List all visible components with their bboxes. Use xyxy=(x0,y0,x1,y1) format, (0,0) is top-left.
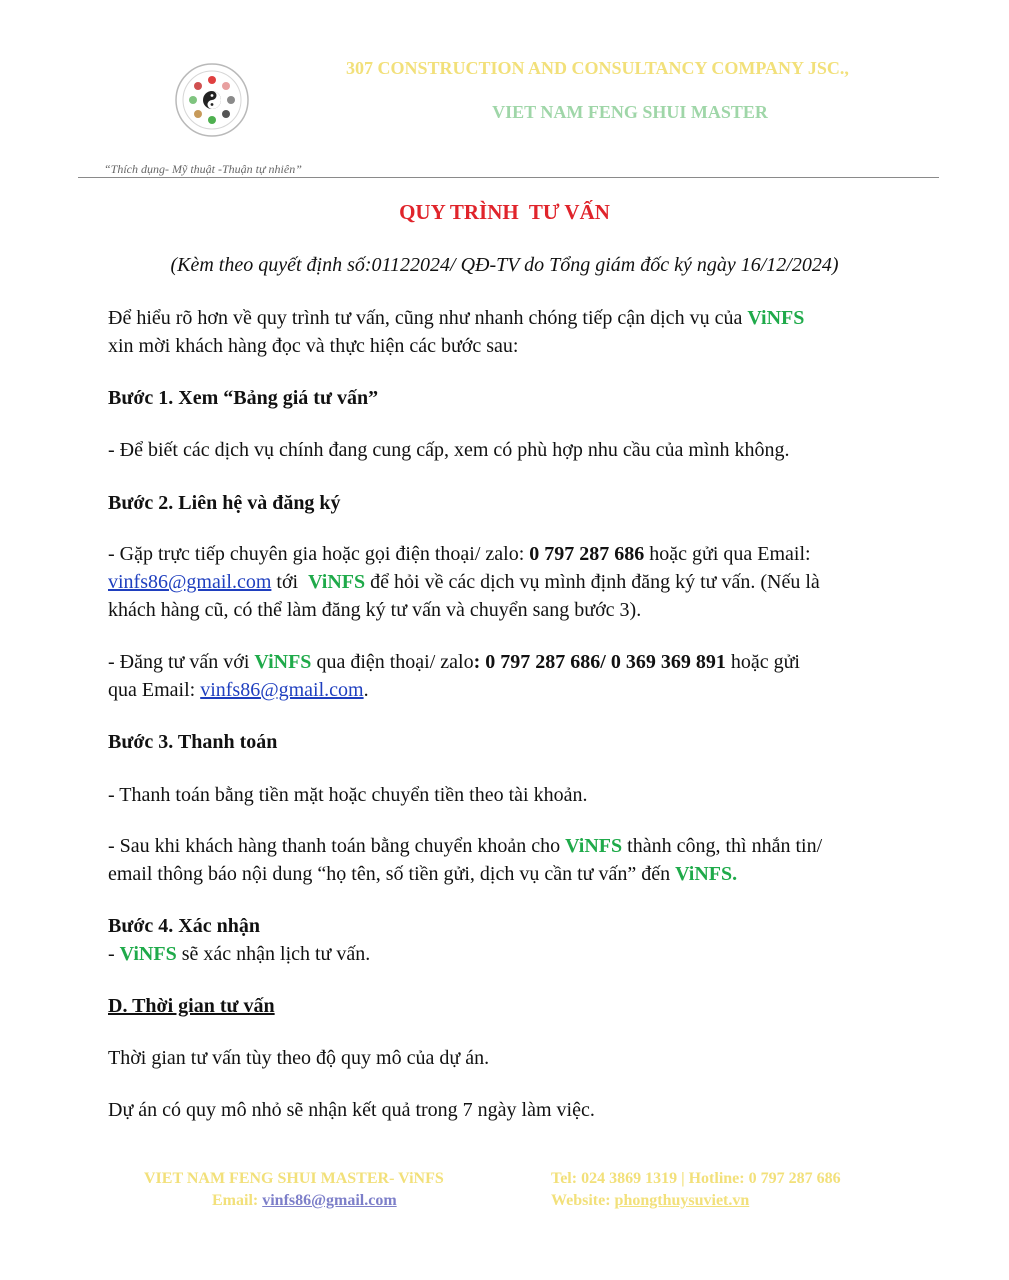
phone-numbers: : 0 797 287 686/ 0 369 369 891 xyxy=(473,651,726,673)
step2-text-line3: khách hàng cũ, có thể làm đăng ký tư vấn và chuyển sang bước 3). xyxy=(108,599,642,621)
motto: “Thích dụng- Mỹ thuật -Thuận tự nhiên” xyxy=(104,162,302,176)
brand-mention: ViNFS xyxy=(254,651,312,673)
document-title: QUY TRÌNH TƯ VẤN xyxy=(399,200,610,224)
step3-text: - Sau khi khách hàng thanh toán bằng chuyển khoản cho xyxy=(108,835,566,857)
step2-paragraph2 xyxy=(108,648,928,704)
step2-text: hoặc gửi qua Email: xyxy=(644,543,811,565)
section-d-text: Dự án có quy mô nhỏ sẽ nhận kết quả trong 7 ngày làm việc. xyxy=(108,1099,595,1121)
phone-number: 0 797 287 686 xyxy=(529,543,645,565)
step3-paragraph2 xyxy=(108,832,928,888)
step3-text: thành công, thì nhắn tin/ xyxy=(622,835,823,857)
step2-text: qua điện thoại/ zalo xyxy=(311,651,474,673)
intro-text: Để hiểu rõ hơn về quy trình tư vấn, cũng như nhanh chóng tiếp cận dịch vụ của xyxy=(108,307,748,329)
intro-paragraph xyxy=(108,304,908,360)
step2-text: . xyxy=(363,679,369,701)
step3-text: email thông báo nội dung “họ tên, số tiền gửi, dịch vụ cần tư vấn” đến xyxy=(108,863,676,885)
brand-name: VIET NAM FENG SHUI MASTER xyxy=(492,102,768,122)
step2-text: qua Email: xyxy=(108,679,201,701)
footer-website-line xyxy=(551,1192,749,1210)
company-name: 307 CONSTRUCTION AND CONSULTANCY COMPANY JSC., xyxy=(346,58,849,78)
step2-text: để hỏi về các dịch vụ mình định đăng ký tư vấn. (Nếu là xyxy=(365,571,820,593)
step3-text: - Thanh toán bằng tiền mặt hoặc chuyển tiền theo tài khoản. xyxy=(108,784,588,806)
footer-website-link[interactable]: phongthuysuviet.vn xyxy=(614,1192,750,1209)
step4-text: - xyxy=(108,943,120,965)
header-divider xyxy=(78,177,939,178)
step3-heading: Bước 3. Thanh toán xyxy=(108,731,278,753)
step2-heading: Bước 2. Liên hệ và đăng ký xyxy=(108,492,341,514)
brand-mention: ViNFS xyxy=(308,571,366,593)
footer-website-label: Website: xyxy=(551,1192,615,1209)
step2-paragraph1 xyxy=(108,540,928,624)
footer-email-link[interactable]: vinfs86@gmail.com xyxy=(262,1192,397,1209)
footer-brand: VIET NAM FENG SHUI MASTER- ViNFS xyxy=(144,1170,444,1187)
brand-mention: ViNFS xyxy=(747,307,805,329)
step1-text: - Để biết các dịch vụ chính đang cung cấp, xem có phù hợp nhu cầu của mình không. xyxy=(108,439,790,461)
footer-phones: Tel: 024 3869 1319 | Hotline: 0 797 287 686 xyxy=(551,1170,841,1187)
company-logo xyxy=(174,62,250,138)
step2-text: hoặc gửi xyxy=(725,651,800,673)
document-subtitle: (Kèm theo quyết định số:01122024/ QĐ-TV do Tổng giám đốc ký ngày 16/12/2024) xyxy=(170,254,839,276)
section-d-text: Thời gian tư vấn tùy theo độ quy mô của dự án. xyxy=(108,1047,490,1069)
step4-text: sẽ xác nhận lịch tư vấn. xyxy=(176,943,371,965)
brand-mention: ViNFS xyxy=(119,943,177,965)
email-link[interactable]: vinfs86@gmail.com xyxy=(200,679,364,701)
step2-text: tới xyxy=(271,571,309,593)
step1-heading: Bước 1. Xem “Bảng giá tư vấn” xyxy=(108,387,379,409)
step2-text: - Đăng tư vấn với xyxy=(108,651,255,673)
intro-text-line2: xin mời khách hàng đọc và thực hiện các bước sau: xyxy=(108,335,519,357)
footer-email-line xyxy=(212,1192,397,1210)
email-link[interactable]: vinfs86@gmail.com xyxy=(108,571,272,593)
step4-block xyxy=(108,912,908,968)
footer-email-label: Email: xyxy=(212,1192,263,1209)
step2-text: - Gặp trực tiếp chuyên gia hoặc gọi điện thoại/ zalo: xyxy=(108,543,530,565)
brand-mention: ViNFS xyxy=(565,835,623,857)
section-d-heading: D. Thời gian tư vấn xyxy=(108,995,275,1017)
brand-mention: ViNFS. xyxy=(675,863,738,885)
step4-heading: Bước 4. Xác nhận xyxy=(108,915,260,937)
feng-shui-yin-yang-logo-icon xyxy=(174,62,250,138)
